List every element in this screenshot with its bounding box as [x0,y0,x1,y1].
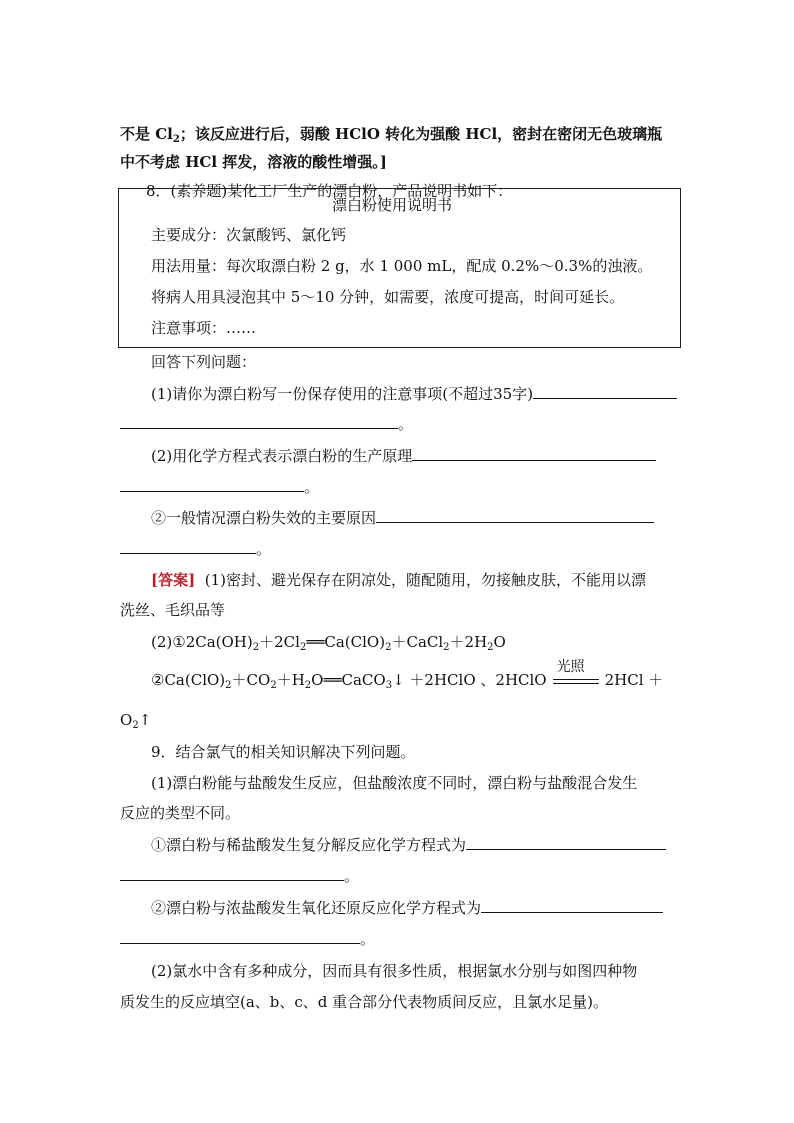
intro-sub: 2 [172,134,180,145]
answer-blank[interactable] [120,414,398,429]
eq-sub: 2 [252,642,260,653]
q8-part1 [151,384,677,404]
answer-blank[interactable] [120,477,304,492]
answer-line-1 [151,570,646,590]
answer-blank[interactable] [120,929,360,944]
answer-blank[interactable] [533,384,677,399]
q9-part1a-cont [120,866,359,886]
answer-tag: [答案] [151,571,196,589]
eq-sub: 2 [225,680,232,691]
box-line-notice: 注意事项：…… [151,319,257,337]
q9-part1-line2: 反应的类型不同。 [120,804,241,822]
q9-part1-line1: (1)漂白粉能与盐酸发生反应，但盐酸浓度不同时，漂白粉与盐酸混合发生 [151,774,638,792]
eq-part: ②Ca(ClO) [151,671,226,689]
q9-part1a-text: ①漂白粉与稀盐酸发生复分解反应化学方程式为 [151,836,467,854]
light-condition-label: 光照 [556,659,585,675]
q8-part1-text: (1)请你为漂白粉写一份保存使用的注意事项(不超过35字) [151,385,534,403]
eq-sub: 2 [487,642,494,653]
q8-part3-text: ②一般情况漂白粉失效的主要原因 [151,509,377,527]
eq-part: ＋2H [449,633,488,651]
eq-part: ↑ [138,711,152,729]
eq-part: ══Ca(ClO) [306,633,386,651]
equation-production [151,632,506,658]
eq-part: ＋2Cl [259,633,300,651]
q8-stem: 8．(素养题)某化工厂生产的漂白粉，产品说明书如下： [146,182,513,200]
q9-part1b-cont [120,929,375,949]
eq-part: 2HCl ＋ [604,671,664,689]
answer-blank[interactable] [466,835,666,850]
period: 。 [304,478,320,496]
eq-part: O══CaCO [311,671,386,689]
answer-blank[interactable] [120,539,256,554]
intro-text-b: ；该反应进行后，弱酸 HClO 转化为强酸 HCl，密封在密闭无色玻璃瓶 [179,125,663,143]
equation-decay [151,659,664,696]
q9-part1b-text: ②漂白粉与浓盐酸发生氧化还原反应化学方程式为 [151,899,482,917]
eq-part: ＋H [276,671,305,689]
q8-part3-cont [120,539,271,559]
equation-decay-cont [120,710,151,736]
period: 。 [398,415,414,433]
intro-text-a: 不是 Cl [120,125,173,143]
eq-part: (2)①2Ca(OH) [151,633,253,651]
eq-sub: 2 [304,680,312,691]
q8-part2 [151,446,656,466]
box-title: 漂白粉使用说明书 [332,196,453,214]
box-line-soak: 将病人用具浸泡其中 5～10 分钟，如需要，浓度可提高，时间可延长。 [151,288,625,306]
answer-text-1: (1)密封、避光保存在阴凉处，随配随用，勿接触皮肤，不能用以漂 [204,571,647,589]
eq-part: ↓ ＋2HClO 、2HClO [392,671,547,689]
answer-line-2: 洗丝、毛织品等 [120,601,226,619]
answer-blank[interactable] [120,866,344,881]
eq-part: ＋CO [231,671,271,689]
eq-sub: 2 [443,642,450,653]
period: 。 [256,540,272,558]
eq-sub: 3 [385,680,393,691]
intro-line-2: 中不考虑 HCl 挥发，溶液的酸性增强。] [120,153,387,171]
q9-part1a [151,835,666,855]
q8-part2-cont [120,477,319,497]
eq-sub: 2 [385,642,392,653]
q9-stem: 9．结合氯气的相关知识解决下列问题。 [151,743,416,761]
q9-part2-line1: (2)氯水中含有多种成分，因而具有很多性质，根据氯水分别与如图四种物 [151,962,638,980]
q8-part2-text: (2)用化学方程式表示漂白粉的生产原理 [151,447,413,465]
period: 。 [344,867,360,885]
answer-blank[interactable] [376,508,654,523]
eq-part: O [120,711,133,729]
box-line-usage: 用法用量：每次取漂白粉 2 g，水 1 000 mL，配成 0.2%～0.3%的浊液。 [151,257,653,275]
eq-sub: 2 [270,680,277,691]
answer-blank[interactable] [412,446,656,461]
eq-part: O [493,633,506,651]
eq-part: ＋CaCl [391,633,444,651]
q8-prompt: 回答下列问题： [151,353,257,371]
q9-part1b [151,898,663,918]
reaction-condition-arrow [553,659,599,691]
box-line-ingredients: 主要成分：次氯酸钙、氯化钙 [151,226,347,244]
q8-part1-cont [120,414,413,434]
eq-sub: 2 [132,720,139,731]
intro-line-1 [120,124,662,150]
q9-part2-line2: 质发生的反应填空(a、b、c、d 重合部分代表物质间反应，且氯水足量)。 [120,993,609,1011]
q8-part3 [151,508,654,528]
period: 。 [360,930,376,948]
answer-blank[interactable] [481,898,663,913]
eq-sub: 2 [299,642,307,653]
